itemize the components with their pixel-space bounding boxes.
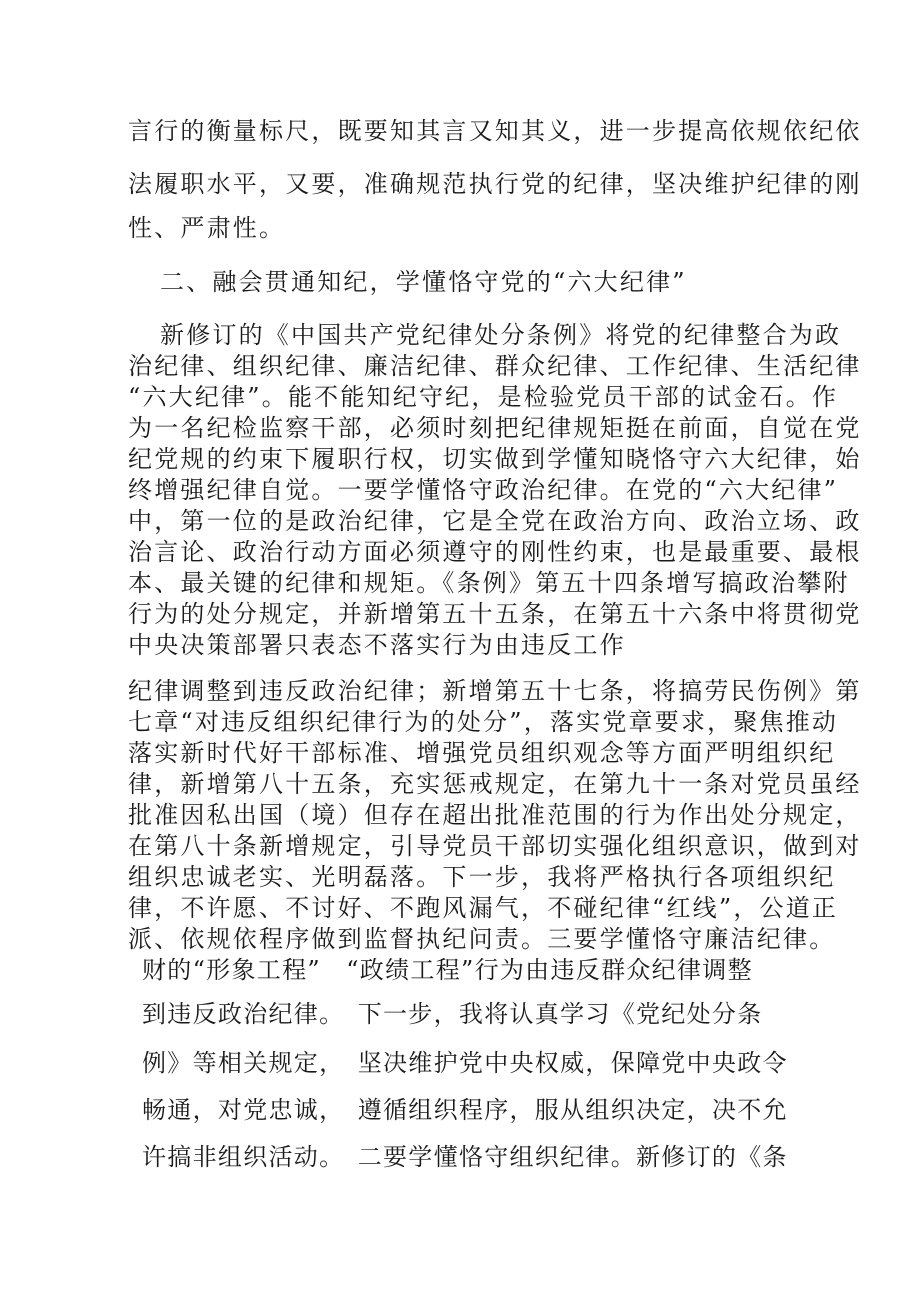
body-text-line: 行为的处分规定，并新增第五十五条，在第五十六条中将贯彻党 [128,600,862,628]
body-text-line: 性、严肃性。 [128,214,286,242]
body-text-line: 律，新增第八十五条，充实惩戒规定，在第九十一条对党员虽经 [128,770,862,798]
body-text-line: “六大纪律”。能不能知纪守纪，是检验党员干部的试金石。作 [128,383,839,411]
body-text-line: 终增强纪律自觉。一要学懂恪守政治纪律。在党的“六大纪律” [128,476,839,504]
body-text-line: 到违反政治纪律。 下一步，我将认真学习《党纪处分条 [142,1000,763,1028]
body-text-line: 批准因私出国（境）但存在超出批准范围的行为作出处分规定， [128,801,862,829]
section-heading: 二、融会贯通知纪，学懂恪守党的“六大纪律” [160,268,687,296]
body-text-line: 例》等相关规定， 坚决维护党中央权威，保障党中央政令 [142,1049,788,1077]
body-text-line: 治纪律、组织纪律、廉洁纪律、群众纪律、工作纪律、生活纪律 [128,352,862,380]
body-text-line: 新修订的《中国共产党纪律处分条例》将党的纪律整合为政 [160,321,842,349]
body-text-line: 为一名纪检监察干部，必须时刻把纪律规矩挺在前面，自觉在党 [128,414,862,442]
body-text-line: 法履职水平，又要，准确规范执行党的纪律，坚决维护纪律的刚 [128,170,862,198]
body-text-line: 畅通，对党忠诚， 遵循组织程序，服从组织决定，决不允 [142,1096,788,1124]
body-text-line: 落实新时代好干部标准、增强党员组织观念等方面严明组织纪 [128,739,836,767]
body-text-line: 组织忠诚老实、光明磊落。下一步，我将严格执行各项组织纪 [128,863,836,891]
body-text-line: 七章“对违反组织纪律行为的处分”，落实党章要求，聚焦推动 [128,708,839,736]
body-text-line: 纪律调整到违反政治纪律；新增第五十七条，将搞劳民伤例》第 [128,677,862,705]
body-text-line: 在第八十条新增规定，引导党员干部切实强化组织意识，做到对 [128,832,862,860]
body-text-line: 治言论、政治行动方面必须遵守的刚性约束，也是最重要、最根 [128,538,862,566]
body-text-line: 本、最关键的纪律和规矩。《条例》第五十四条增写搞政治攀附 [128,569,850,597]
body-text-line: 纪党规的约束下履职行权，切实做到学懂知晓恪守六大纪律，始 [128,445,862,473]
body-text-line: 言行的衡量标尺，既要知其言又知其义，进一步提高依规依纪依 [128,117,862,145]
body-text-line: 中，第一位的是政治纪律，它是全党在政治方向、政治立场、政 [128,507,862,535]
body-text-line: 中央决策部署只表态不落实行为由违反工作 [128,631,626,659]
body-text-line: 财的“形象工程” “政绩工程”行为由违反群众纪律调整 [142,956,753,984]
body-text-line: 派、依规依程序做到监督执纪问责。三要学懂恪守廉洁纪律。 [128,925,836,953]
body-text-line: 许搞非组织活动。 二要学懂恪守组织纪律。新修订的《条 [142,1143,788,1171]
body-text-line: 律，不许愿、不讨好、不跑风漏气，不碰纪律“红线”，公道正 [128,894,839,922]
